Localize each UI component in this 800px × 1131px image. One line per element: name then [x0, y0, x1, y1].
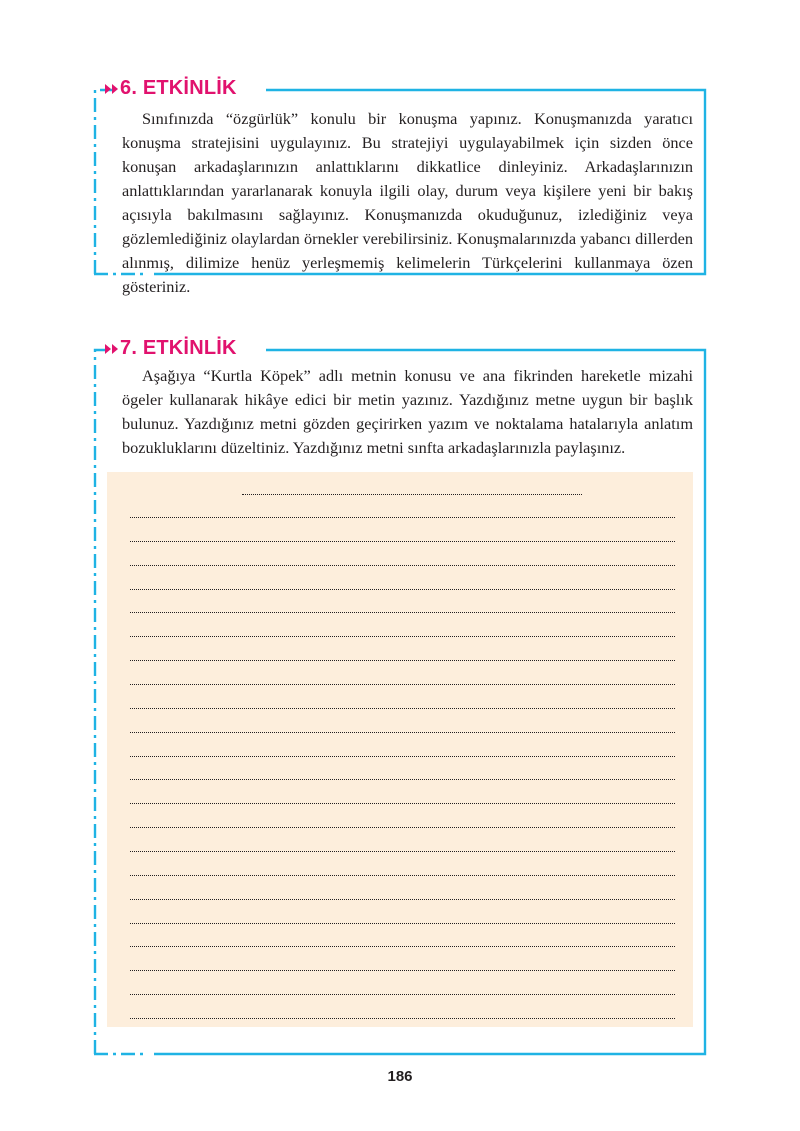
writing-line[interactable]	[130, 684, 675, 685]
writing-line[interactable]	[130, 708, 675, 709]
writing-line[interactable]	[130, 779, 675, 780]
writing-line[interactable]	[130, 803, 675, 804]
double-arrow-right-icon	[94, 338, 120, 362]
activity-7-instructions: Aşağıya “Kurtla Köpek” adlı metnin konusu ve ana fikrinden hareketle mizahi ögeler kullanarak hikâye edici bir metin yazınız. Yazdığınız metne uygun bir başlık bulunuz. Yazdığınız metni gözden geçirirken yazım ve noktalama hatalarıyla anlatım bozukluklarını düzeltiniz. Yazdığınız metni sınfta arkadaşlarınızla paylaşınız.	[122, 366, 693, 457]
writing-line[interactable]	[130, 517, 675, 518]
writing-line[interactable]	[130, 851, 675, 852]
writing-area[interactable]	[107, 472, 693, 1027]
activity-6-title: 6. ETKİNLİK	[120, 77, 237, 99]
writing-line[interactable]	[130, 970, 675, 971]
writing-line[interactable]	[130, 636, 675, 637]
double-arrow-right-icon	[94, 78, 120, 102]
writing-line[interactable]	[130, 541, 675, 542]
writing-line[interactable]	[130, 612, 675, 613]
writing-title-line[interactable]	[242, 494, 582, 495]
writing-line[interactable]	[130, 589, 675, 590]
writing-line[interactable]	[130, 827, 675, 828]
activity-7-title: 7. ETKİNLİK	[120, 337, 237, 359]
writing-line[interactable]	[130, 946, 675, 947]
writing-line[interactable]	[130, 923, 675, 924]
page-number: 186	[387, 1068, 413, 1085]
writing-line[interactable]	[130, 660, 675, 661]
writing-line[interactable]	[130, 994, 675, 995]
writing-line[interactable]	[130, 899, 675, 900]
writing-line[interactable]	[130, 875, 675, 876]
writing-line[interactable]	[130, 565, 675, 566]
writing-line[interactable]	[130, 756, 675, 757]
activity-6-box	[94, 77, 706, 296]
activity-6-instructions: Sınıfınızda “özgürlük” konulu bir konuşma yapınız. Konuşmanızda yaratıcı konuşma stratejisini uygulayınız. Bu stratejiyi uygulayabilmek için sizden önce konuşan arkadaşlarınızın anlattıklarını dikkatlice dinleyiniz. Arkadaşlarınızın anlattıklarından yararlanarak konuyla ilgili olay, durum veya kişilere yeni bir bakış açısıyla bakılmasını sağlayınız. Konuşmanızda okuduğunuz, izlediğiniz veya gözlemlediğiniz olaylardan örnekler verebilirsiniz. Konuşmalarınızda yabancı dillerden alınmış, dilimize henüz yerleşmemiş kelimelerin Türkçelerini kullanmaya özen gösteriniz.	[122, 109, 693, 296]
writing-line[interactable]	[130, 732, 675, 733]
activity-7-box	[94, 338, 706, 1054]
writing-line[interactable]	[130, 1018, 675, 1019]
